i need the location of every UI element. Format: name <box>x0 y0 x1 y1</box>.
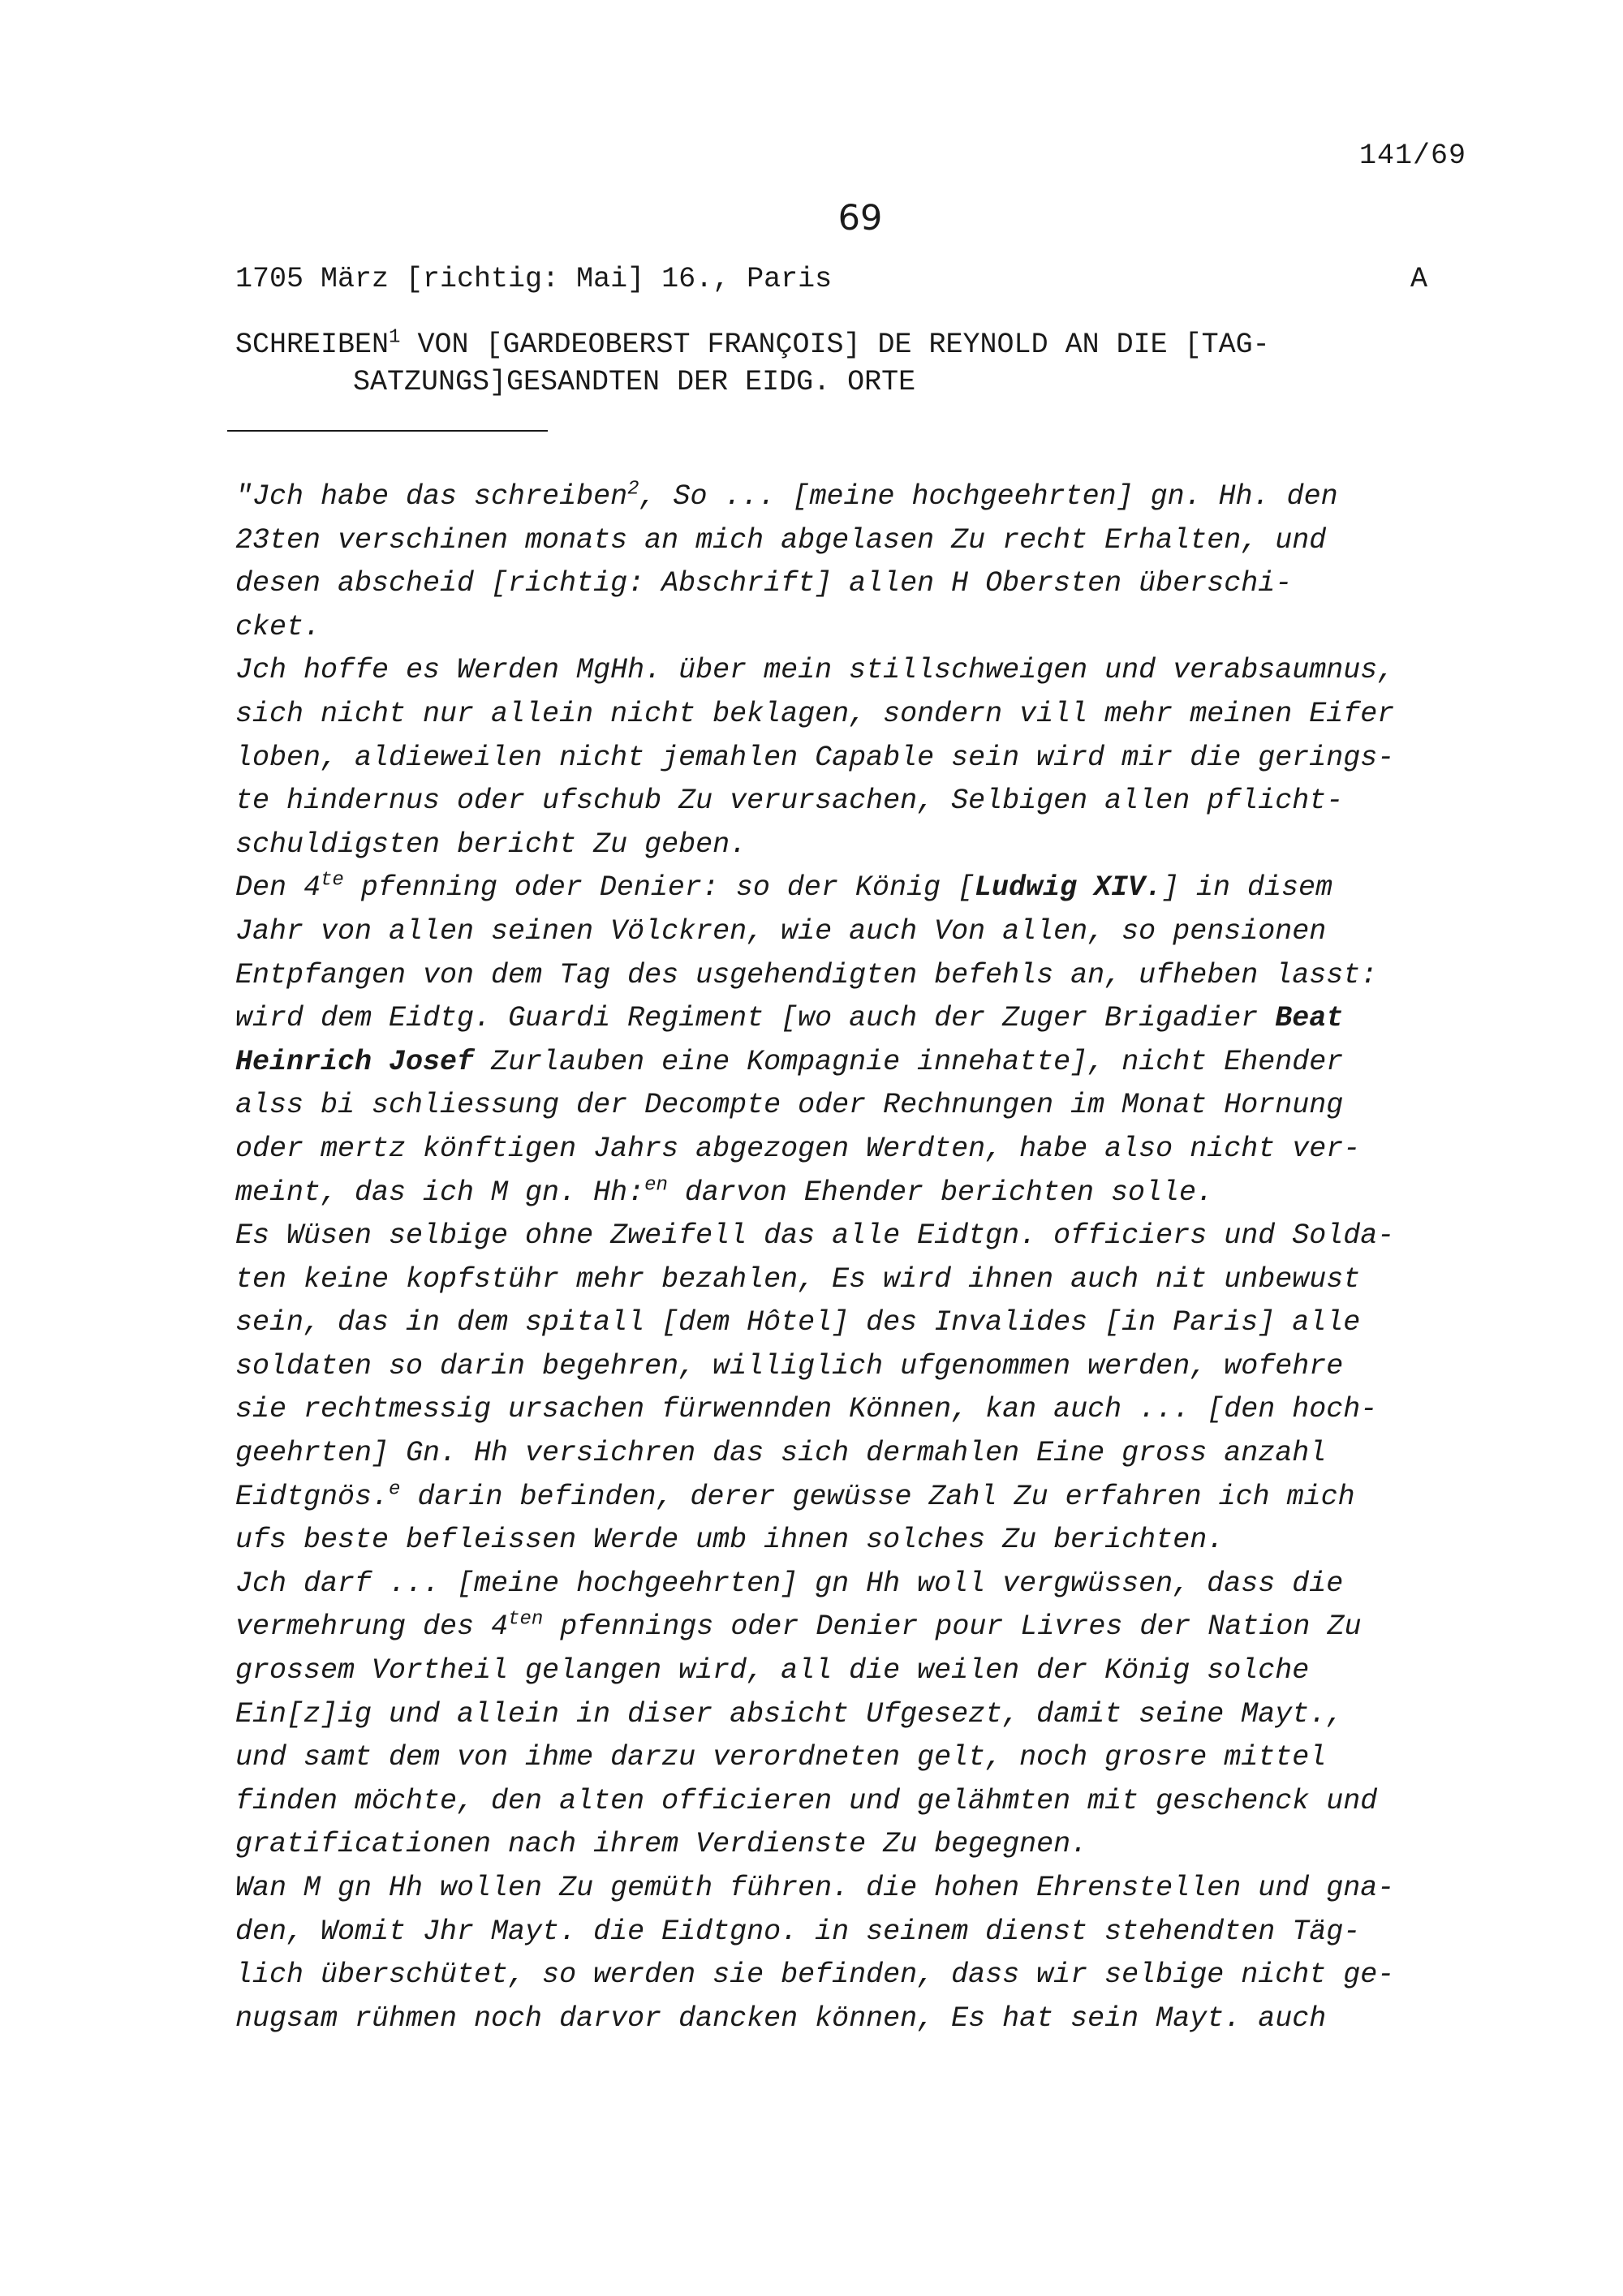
superscript: te <box>321 869 344 892</box>
superscript: en <box>644 1173 668 1196</box>
text-segment: pfenning oder Denier: so der König [ <box>343 871 975 905</box>
text-segment: wird dem Eidtg. Guardi Regiment [wo auch der Zuger Brigadier <box>235 1002 1276 1035</box>
superscript: ten <box>508 1608 544 1631</box>
document-number: 69 <box>837 198 883 239</box>
text-line: gratificationen nach ihrem Verdienste Zu begegnen. <box>235 1828 1088 1861</box>
text-segment: darvon Ehender berichten solle. <box>667 1176 1214 1209</box>
text-line: Es Wüsen selbige ohne Zweifell das alle Eidtgn. officiers und Solda- <box>235 1219 1395 1253</box>
text-line: Ein[z]ig und allein in diser absicht Ufgesezt, damit seine Mayt., <box>235 1697 1344 1731</box>
text-segment: Eidtgnös. <box>235 1480 390 1513</box>
text-line: alss bi schliessung der Decompte oder Rechnungen im Monat Hornung <box>235 1089 1344 1122</box>
letter-body <box>235 475 1501 2040</box>
text-line: desen abscheid [richtig: Abschrift] allen H Obersten überschi- <box>235 567 1293 600</box>
title-part1: SCHREIBEN <box>235 329 390 361</box>
text-line: geehrten] Gn. Hh versichren das sich dermahlen Eine gross anzahl <box>235 1437 1327 1470</box>
footnote-marker: 1 <box>389 326 401 349</box>
text-line: lich überschütet, so werden sie befinden, dass wir selbige nicht ge- <box>235 1958 1395 1992</box>
text-line: ten keine kopfstühr mehr bezahlen, Es wird ihnen auch nit unbewust <box>235 1262 1361 1296</box>
text-line: Entpfangen von dem Tag des usgehendigten befehls an, ufheben lasst: <box>235 958 1378 991</box>
text-line: 23ten verschinen monats an mich abgelasen Zu recht Erhalten, und <box>235 523 1327 557</box>
text-line: oder mertz könftigen Jahrs abgezogen Werdten, habe also nicht ver- <box>235 1132 1361 1165</box>
source-marker: A <box>1410 263 1428 295</box>
bold-name: Heinrich Josef <box>235 1045 475 1078</box>
text-line: Jahr von allen seinen Völckren, wie auch Von allen, so pensionen <box>235 914 1327 948</box>
text-line: grossem Vortheil gelangen wird, all die weilen der König solche <box>235 1654 1310 1688</box>
text-segment: ] in disem <box>1162 871 1333 905</box>
text-line: soldaten so darin begehren, williglich ufgenommen werden, wofehre <box>235 1349 1344 1382</box>
text-line: sich nicht nur allein nicht beklagen, sondern vill mehr meinen Eifer <box>235 697 1395 730</box>
text-segment: vermehrung des 4 <box>235 1610 509 1644</box>
text-line <box>235 1476 1501 1520</box>
footnote-marker: 2 <box>627 478 639 501</box>
text-segment: "Jch habe das schreiben <box>235 480 628 513</box>
text-line: te hindernus oder ufschub Zu verursachen, Selbigen allen pflicht- <box>235 785 1344 818</box>
text-line <box>235 1041 1501 1085</box>
text-line: loben, aldieweilen nicht jemahlen Capable sein wird mir die gerings- <box>235 741 1395 774</box>
text-segment: pfennings oder Denier pour Livres der Nation Zu <box>543 1610 1362 1644</box>
text-line <box>235 866 1501 910</box>
text-line <box>235 1606 1501 1649</box>
text-segment: Den 4 <box>235 871 321 905</box>
title-line2: SATZUNGS]GESANDTEN DER EIDG. ORTE <box>353 366 916 398</box>
superscript: e <box>389 1478 401 1500</box>
text-segment: Zurlauben eine Kompagnie innehatte], nicht Ehender <box>474 1045 1344 1078</box>
document-title <box>235 326 1453 401</box>
text-line: sie rechtmessig ursachen fürwennden Können, kan auch ... [den hoch- <box>235 1393 1378 1426</box>
text-line: den, Womit Jhr Mayt. die Eidtgno. in seinem dienst stehendten Täg- <box>235 1915 1361 1948</box>
text-line: Wan M gn Hh wollen Zu gemüth führen. die hohen Ehrenstellen und gna- <box>235 1872 1395 1904</box>
text-line <box>235 475 1501 519</box>
text-line: Jch darf ... [meine hochgeehrten] gn Hh woll vergwüssen, dass die <box>235 1567 1344 1600</box>
text-line: finden möchte, den alten officieren und gelähmten mit geschenck und <box>235 1784 1378 1817</box>
text-line: cket. <box>235 610 321 643</box>
text-segment: meint, das ich M gn. Hh: <box>235 1176 645 1209</box>
date-place-line: 1705 März [richtig: Mai] 16., Paris <box>235 263 833 295</box>
bold-name: Ludwig XIV. <box>974 871 1163 905</box>
text-line: schuldigsten bericht Zu geben. <box>235 828 747 861</box>
text-line: nugsam rühmen noch darvor dancken können, Es hat sein Mayt. auch <box>235 2001 1327 2035</box>
title-part2: VON [GARDEOBERST FRANÇOIS] DE REYNOLD AN DIE [TAG- <box>400 329 1270 361</box>
separator-rule <box>227 430 548 432</box>
text-line: sein, das in dem spitall [dem Hôtel] des Invalides [in Paris] alle <box>235 1306 1361 1339</box>
text-line: Jch hoffe es Werden MgHh. über mein stillschweigen und verabsaumnus, <box>235 654 1395 687</box>
text-segment: , So ... [meine hochgeehrten] gn. Hh. den <box>639 480 1338 513</box>
text-line <box>235 1172 1501 1215</box>
bold-name: Beat <box>1275 1002 1344 1035</box>
text-segment: darin befinden, derer gewüsse Zahl Zu erfahren ich mich <box>400 1480 1355 1513</box>
text-line: und samt dem von ihme darzu verordneten gelt, noch grosre mittel <box>235 1741 1327 1774</box>
page-reference: 141/69 <box>1359 140 1467 172</box>
text-line: ufs beste befleissen Werde umb ihnen solches Zu berichten. <box>235 1524 1225 1557</box>
text-line <box>235 997 1501 1041</box>
